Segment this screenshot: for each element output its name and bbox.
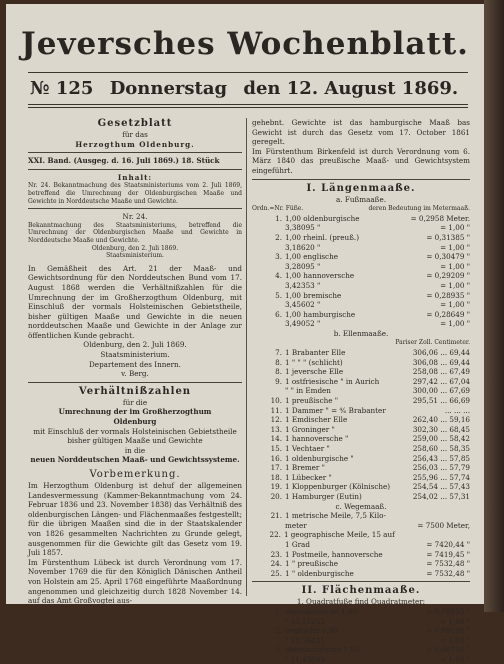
weg-table [252,511,470,578]
cell-v [392,511,470,521]
cell-v: 255,96 ... 57,74 [412,472,470,482]
cell-v: = 0,31385 " [426,232,470,242]
table-row [252,233,470,243]
cell-n: 15. [270,444,282,453]
cell-n: 3. [275,645,282,655]
masthead-rule [28,72,468,73]
cell-v: = 0,08750 " [426,645,470,655]
cell-n: 11. [270,405,282,415]
bekanntmachung-date: Oldenburg, den 2. Juli 1869. [91,244,179,252]
table-row [252,617,470,627]
table-row [252,569,470,579]
section-laengenmaasse: I. Längenmaaße. [306,182,416,194]
cell-t: " 10,15252 [285,616,325,626]
table-row [252,559,470,569]
table-row [252,243,470,253]
bekanntmachung: Bekanntmachung des Staatsministeriums, betreffend die Umrechnung der Oldenburgischen Maaße und Gewichte in Norddeutsche Maaße und Gewichte. [28,221,242,244]
table-row [252,540,470,550]
cell-n [252,223,285,233]
cell-v: = 7420,44 " [426,539,470,549]
table-row [252,444,470,454]
rule [28,382,242,383]
cell-v: 300,00 ... 67,69 [412,386,470,396]
table-row [252,377,470,387]
paragraph-top: gehebnt. Gewichte ist das hamburgische Maaß bas Gewicht ist durch das Gesetz vom 17. October 1861 geregelt. [252,118,470,147]
table-row [252,271,470,281]
table-row [252,367,470,377]
cell-t: 1 oldenburgische " [285,453,354,463]
cell-v: 258,60 ... 58,35 [412,444,470,453]
ell-head: Pariser Zoll. Centimeter. [395,339,470,347]
flaeche-header: 1. Quadratfuße find Quadratmeter: [296,597,426,607]
cell-n [252,262,285,272]
cell-n: 3. [275,252,282,262]
cell-v: 259,00 ... 58,42 [412,434,470,444]
column-divider [246,118,247,596]
table-row [252,463,470,473]
cell-n [252,636,285,646]
cell-n: 22. [269,530,281,540]
band-line: XXI. Band. (Ausgeg. d. 16. Juli 1869.) 18. Stück [28,156,220,166]
table-row [252,358,470,368]
vz-line-2: Umrechnung der im Großherzogthum [58,407,212,417]
vz-line-6: in die [124,445,146,455]
table-row [252,214,470,224]
cell-v: = 0,29209 " [426,271,470,281]
cell-v: = 0,09850 " [426,606,470,616]
masthead-title: Jeversches Wochenblatt. [21,26,469,62]
cell-n: 18. [270,472,282,482]
table-row [252,434,470,444]
cell-v: 258,08 ... 67,49 [412,367,470,377]
table-row [252,281,470,291]
vz-line-5: bisher gültigen Maaße und Gewichte [67,436,203,446]
cell-v: 254,54 ... 57,43 [412,482,470,492]
cell-t: " " in Emden [285,386,331,396]
cell-v: ... ... ... [444,405,470,415]
cell-n: 12. [270,415,282,425]
table-row [252,511,470,521]
cell-t: 1 ostfriesische " in Aurich [285,376,380,386]
cell-n: 20. [270,491,282,501]
sub-fussmaasse: a. Fußmaaße. [336,194,386,204]
newspaper-page [6,4,484,664]
cell-n [252,386,285,396]
cell-n: 9. [275,376,282,386]
vz-line-7: neuen Norddeutschen Maaß- und Gewichtssysteme. [30,455,240,465]
cell-t: meter [285,520,307,530]
cell-t: 1 " preußische [285,559,339,569]
cell-n: 1. [275,606,282,616]
table-row [252,291,470,301]
cell-v: = 1,00 " [440,223,470,233]
cell-v: = 0,2958 Meter. [410,213,470,223]
cell-n: 23. [270,549,282,559]
cell-n: 24. [270,559,282,569]
cell-v: = 1,00 " [440,635,470,645]
cell-v: = 1,00 " [440,654,470,664]
rule [252,581,470,582]
rule [28,152,242,153]
cell-v: 297,42 ... 67,04 [412,376,470,386]
cell-t: 1 Grad [285,539,310,549]
verhaeltnisszahlen-title: Verhältnißzahlen [78,385,192,397]
table-row [252,319,470,329]
cell-v [395,530,470,540]
vorbemerkung-title: Vorbemerkung. [89,469,181,480]
cell-n: 2. [275,232,282,242]
cell-n [252,319,285,329]
cell-v: = 7532,48 " [426,568,470,578]
cell-v: 295,51 ... 66,69 [412,396,470,406]
sub-ellenmaasse: b. Ellenmaaße. [333,328,389,338]
paragraph-1-date: Oldenburg, den 2. Juli 1869. [83,340,187,350]
table-row [252,262,470,272]
table-row [252,607,470,617]
cell-v: 262,40 ... 59,16 [412,415,470,425]
cell-t: " 10,76431 [285,635,325,645]
cell-v: = 7500 Meter, [417,520,470,530]
cell-t: 1 Vechtaer " [285,444,330,453]
inhalt-text: Nr. 24. Bekanntmachung des Staatsministeriums vom 2. Juli 1869, betreffend die Umrechnung der Oldenburgischen Maaße und Gewichte in Norddeutsche Maaße und Gewichte. [28,182,242,205]
cell-t: 1 geographische Meile, 15 auf [283,530,395,540]
cell-t: 1 Kloppenburger (Kölnische) [285,482,391,492]
vz-line-4: mit Einschluß der vormals Holsteinischen Gebietstheile [33,426,237,436]
cell-v: = 0,28935 " [426,290,470,300]
cell-t: 1,00 hannoversche [285,271,355,281]
cell-n: 7. [275,348,282,358]
cell-t: englische 1,00 [285,626,338,636]
cell-t: 1 jeversche Elle [285,367,344,377]
right-column [252,118,470,664]
table-row [252,348,470,358]
cell-n: 13. [270,424,282,434]
cell-v: 306,06 ... 69,44 [412,348,470,358]
cell-t: 1 Dammer " = ⁴⁄₆ Brabanter [285,405,386,415]
cell-t: 1 hannoversche " [285,434,349,444]
cell-v: = 7532,48 " [426,559,470,569]
table-row [252,396,470,406]
cell-t: 1 Hamburger (Eutin) [285,491,362,501]
signer: v. Berg. [121,369,149,379]
rule [28,208,242,209]
cell-t: 1 " oldenburgische [285,568,354,578]
paragraph-birkenfeld: Im Fürstenthum Birkenfeld ist durch Verordnung vom 6. März 1840 das preußische Maaß- und Gewichtsystem eingeführt. [252,146,470,175]
cell-t: 1 Bremer " [285,463,325,473]
rule [28,169,242,170]
table-row [252,492,470,502]
gesetzblatt-heading: Gesetzblatt [97,118,173,129]
issue-line [30,78,470,99]
table-row [252,406,470,416]
cell-n: 8. [275,367,282,377]
book-binding [484,0,504,612]
cell-n [252,655,285,664]
cell-t: rheinländische 1,00 [285,606,358,616]
cell-t: 3,18620 " [285,242,321,252]
cell-v: 256,03 ... 57,79 [412,463,470,473]
section-flaechenmaasse: II. Flächenmaaße. [301,585,421,597]
cell-v: = 0,28649 " [426,309,470,319]
issue-number: № 125 [30,78,94,99]
cell-n: 5. [275,290,282,300]
cell-n: 25. [270,568,282,578]
table-row [252,626,470,636]
vz-line-3: Oldenburg [113,417,157,427]
cell-n: 1. [275,213,282,223]
staatsministerium: Staatsministerium. [106,252,164,260]
fuer-das: für das [122,130,148,139]
issue-rule-top [28,104,468,105]
vz-line-1: für die [122,397,148,407]
cell-n: 10. [270,396,282,406]
cell-n: 2. [275,626,282,636]
rule [252,179,470,180]
cell-t: 3,42353 " [285,280,321,290]
issue-rule-bottom [28,107,468,108]
ell-table-header [252,338,470,348]
cell-n: 16. [270,453,282,463]
foot-table-header [252,204,470,214]
cell-n: 14. [270,434,282,444]
table-row [252,415,470,425]
cell-v: = 1,00 " [440,616,470,626]
table-row [252,223,470,233]
flaeche-table [252,607,470,664]
cell-v: = 1,00 " [440,300,470,310]
cell-t: 1 Groninger " [285,424,335,434]
cell-t: 3,28095 " [285,261,321,271]
cell-v: = 1,00 " [440,319,470,329]
table-row [252,473,470,483]
cell-v: 254,02 ... 57,31 [412,491,470,501]
cell-t: 1,00 englische [285,252,338,262]
table-row [252,425,470,435]
issue-day: Donnerstag [109,78,228,99]
table-row [252,645,470,655]
cell-n: 8. [275,357,282,367]
sub-wegemaass: c. Wegemaaß. [335,501,387,511]
cell-t: 1 metrische Meile, 7,5 Kilo- [285,511,386,521]
cell-n [252,300,285,310]
table-row [252,310,470,320]
cell-v: = 0,09290 " [426,626,470,636]
cell-v: = 7419,45 " [426,549,470,559]
cell-t: 1 " " " (schlicht) [285,357,343,367]
cell-n: 6. [275,309,282,319]
cell-v: = 1,00 " [440,280,470,290]
table-row [252,521,470,531]
cell-t: 1 Lübecker " [285,472,332,482]
left-column [28,118,242,606]
cell-t: 1 preußische " [285,396,339,406]
table-row [252,454,470,464]
foot-table [252,214,470,329]
cell-t: 3,49052 " [285,319,321,329]
cell-n [252,243,285,253]
cell-t: oldenburgische 1,00 [285,645,360,655]
cell-t: 1 Brabanter Elle [285,348,346,358]
herzogthum-heading: Herzogthum Oldenburg. [75,139,195,149]
table-row [252,386,470,396]
cell-n: 19. [270,482,282,492]
cell-t: 1,00 hamburgische [285,309,356,319]
cell-t: 1,00 rheinl. (preuß.) [285,232,360,242]
paragraph-3: Im Fürstenthum Lübeck ist durch Verordnung vom 17. November 1769 die für den Königlich Dänischen Antheil von Holstein am 25. April 1768 eingeführte Maaßordnung angenommen und gleichzeitig durch 1828 November 14. auf das Amt Großvogtei aus- [28,557,242,606]
cell-n [252,540,285,550]
table-row [252,636,470,646]
table-row [252,550,470,560]
cell-t: 1 Emdischer Elle [285,415,348,425]
cell-t: 1,00 bremische [285,290,342,300]
cell-t: 1,00 oldenburgische [285,213,360,223]
paragraph-2: Im Herzogthum Oldenburg ist dehuf der allgemeinen Landesvermessung (Kammer-Bekanntmachung vom 24. Februar 1836 und 23. November 1838) das Verhältniß des oldenburgischen Längen- und Flächenmaaßes festgestellt; für die übrigen Maaßen sind die in der Staatskalender von 1826 gesammelten Nachrichten zu Grunde gelegt, ausgenommen für die Gewichte gilt das Gesetz vom 19. Juli 1857. [28,481,242,558]
ell-table [252,348,470,502]
table-row [252,300,470,310]
cell-n: 4. [275,271,282,281]
paragraph-1: In Gemäßheit des Art. 21 der Maaß- und Gewichtsordnung für den Norddeutschen Bund vom 17. August 1868 werden die Verhältnißzahlen für die Umrechnung der im Großherzogthum Oldenburg, mit Einschluß der vormals Holsteinischen Gebietstheile, bisher gültigen Maaße und Gewichte in die neuen norddeutschen Maaße und Gewichte in der Anlage zur öffentlichen Kunde gebracht. [28,263,242,340]
inhalt-title: Inhalt: [117,172,153,182]
table-row [252,252,470,262]
departement: Departement des Innern. [89,359,181,369]
cell-n [252,617,285,627]
cell-v: = 1,00 " [440,261,470,271]
cell-v: 302,30 ... 68,45 [412,424,470,434]
foot-head-left: Ordn.=Nr. Füße. [252,205,304,213]
cell-n: 21. [270,511,282,521]
cell-t: " 11,43099 [285,654,325,664]
cell-v: = 0,30479 " [426,252,470,262]
table-row [252,482,470,492]
cell-t: 1 Postmeile, hannoversche [285,549,383,559]
foot-head-right: deren Bedeutung im Metermaaß. [368,205,470,213]
cell-t: 3,38095 " [285,223,321,233]
issue-date: den 12. August 1869. [243,78,459,99]
cell-n [252,521,285,531]
table-row [252,655,470,664]
cell-n [252,281,285,291]
nr24: Nr. 24. [122,212,148,222]
table-row [252,530,470,540]
cell-v: 256,43 ... 57,85 [412,453,470,463]
cell-v: = 1,00 " [440,242,470,252]
cell-n: 17. [270,463,282,473]
cell-t: 3,45602 " [285,300,321,310]
staatsministerium-2: Staatsministerium. [100,350,170,360]
cell-v: 306,08 ... 69,44 [412,357,470,367]
